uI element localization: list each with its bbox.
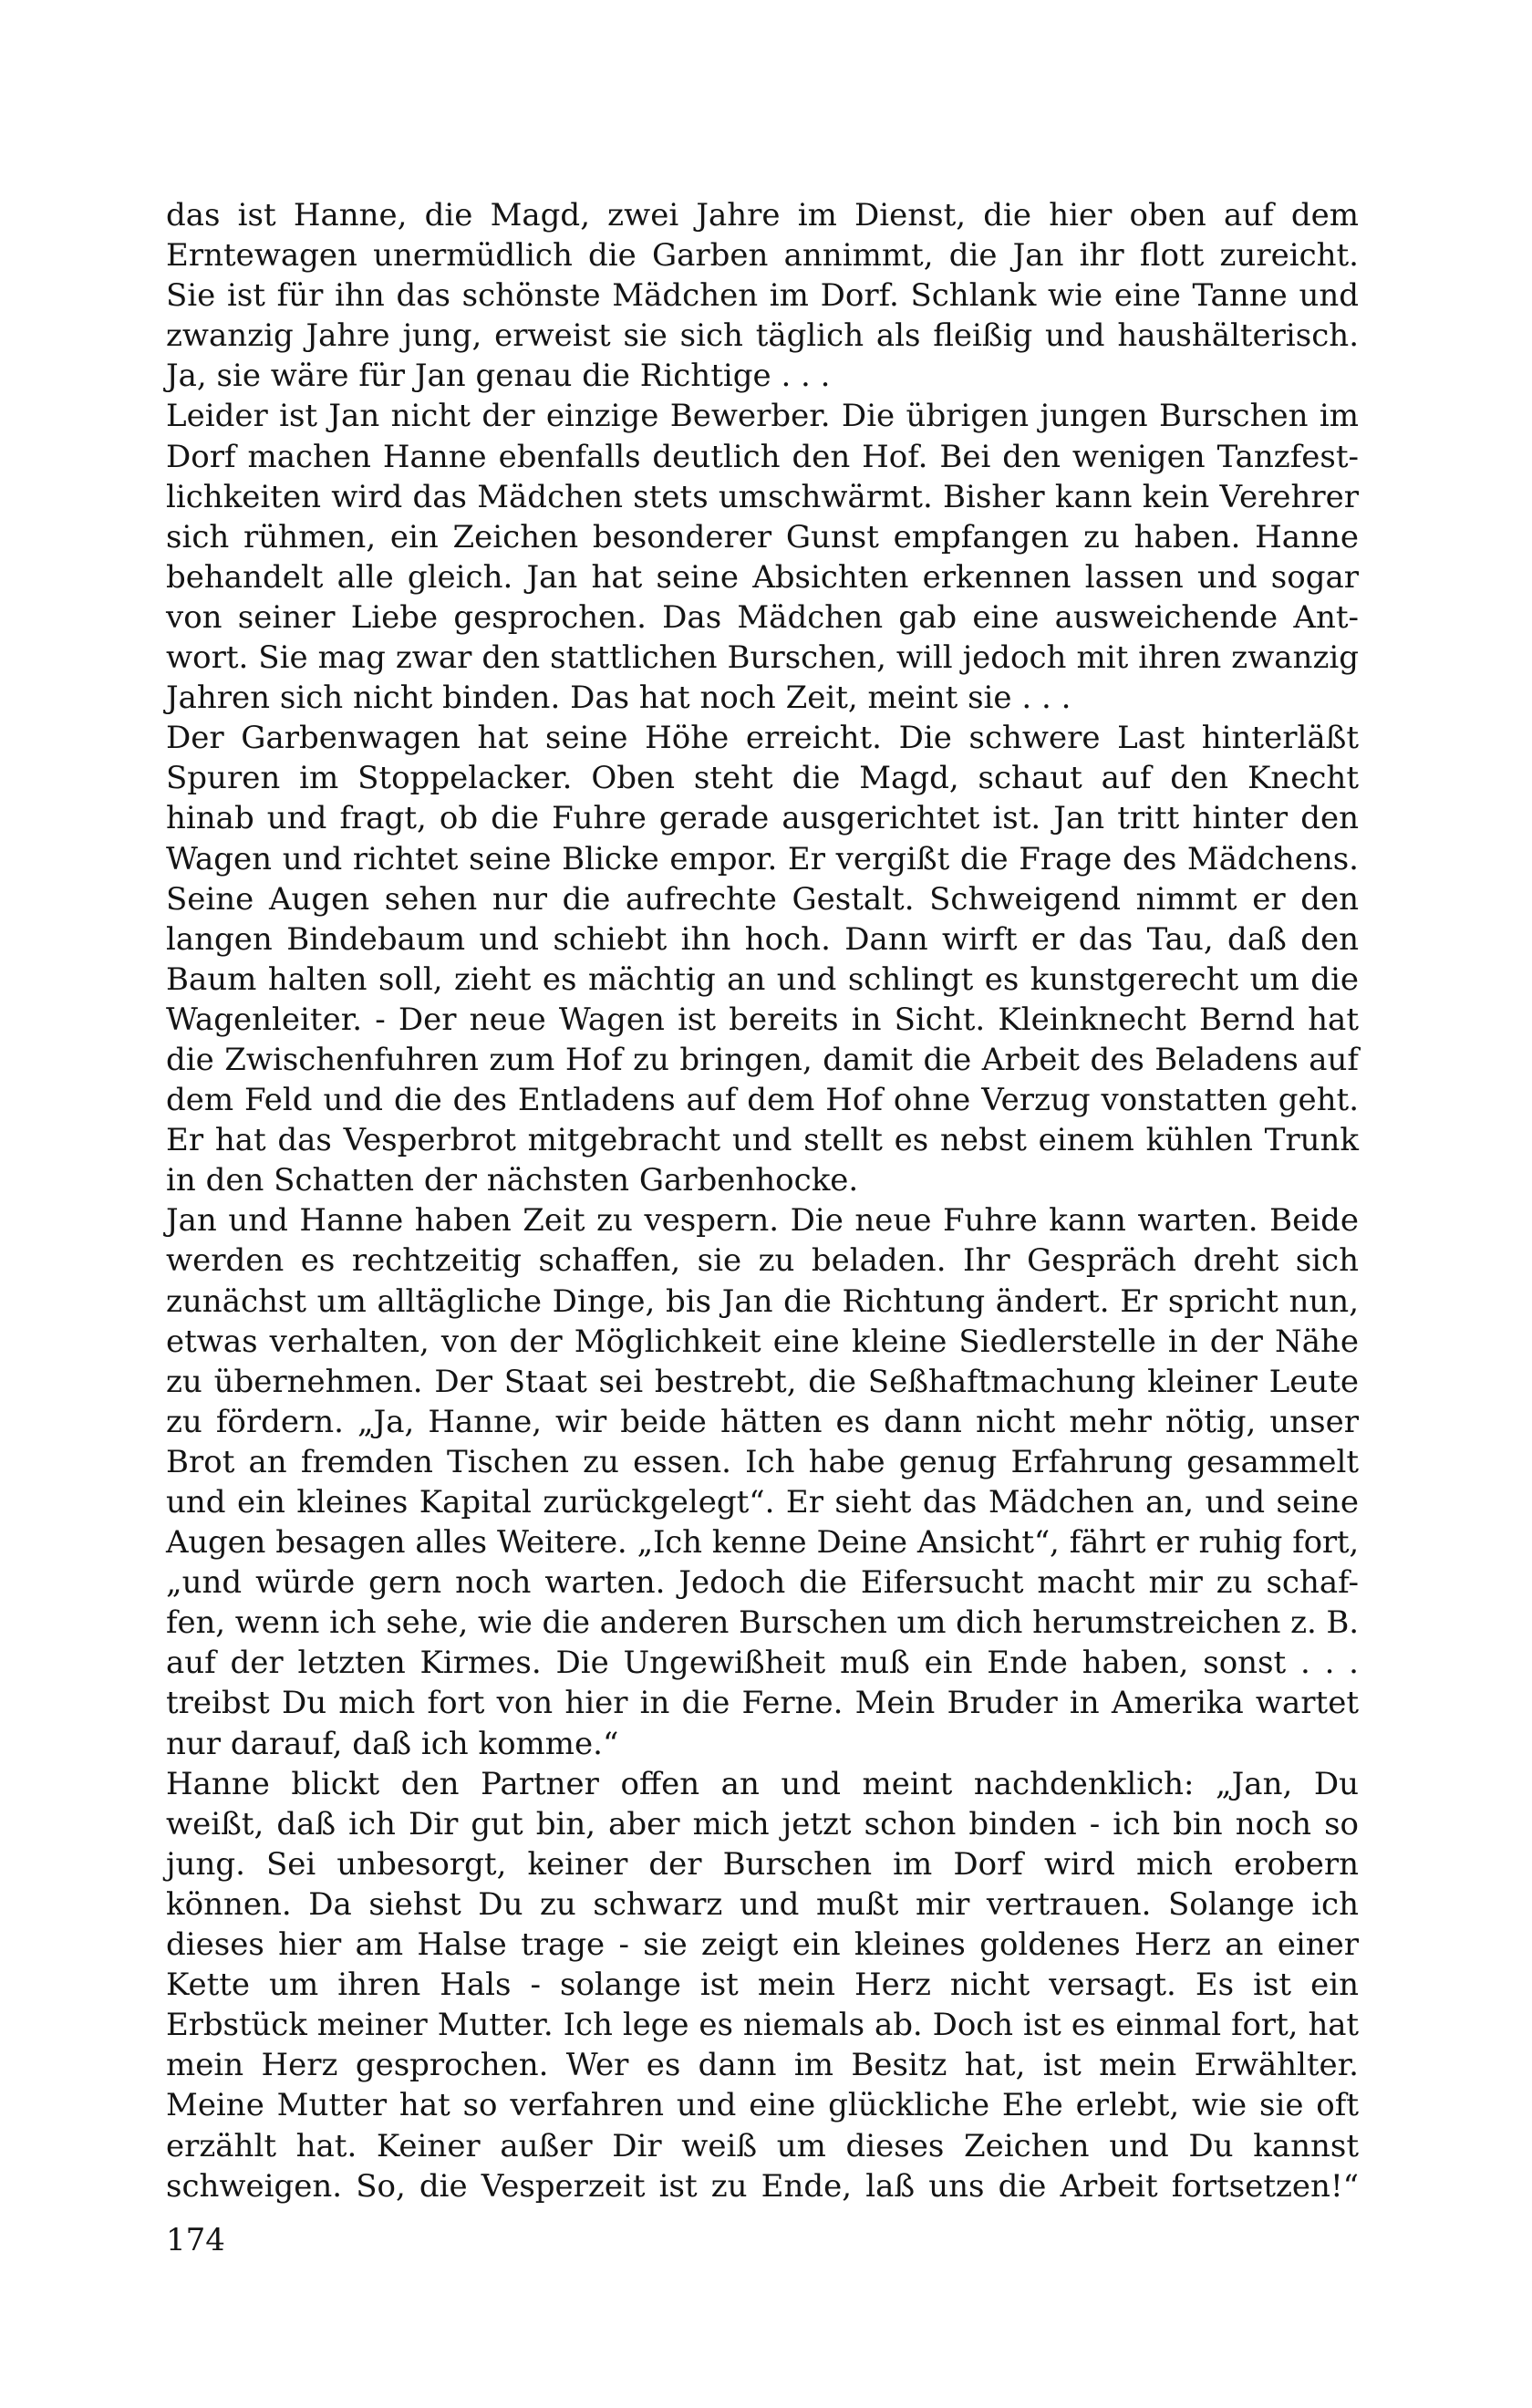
text-line: hinab und fragt, ob die Fuhre gerade ausgerichtet ist. Jan tritt hinter den [166,800,1359,837]
text-line: behandelt alle gleich. Jan hat seine Absichten erkennen lassen und sogar [166,558,1359,596]
text-line: etwas verhalten, von der Möglichkeit eine kleine Siedlerstelle in der Nähe [166,1323,1359,1360]
text-line: zu übernehmen. Der Staat sei bestrebt, die Seßhaftmachung kleiner Leute [166,1363,1359,1400]
text-line: sich rühmen, ein Zeichen besonderer Gunst empfangen zu haben. Hanne [166,518,1359,555]
page-number: 174 [166,2222,225,2258]
text-line: dieses hier am Halse trage - sie zeigt ein kleines goldenes Herz an einer [166,1926,1359,1964]
text-line: Spuren im Stoppelacker. Oben steht die Magd, schaut auf den Knecht [166,760,1359,797]
text-line: Meine Mutter hat so verfahren und eine glückliche Ehe erlebt, wie sie oft [166,2087,1359,2124]
text-line: jung. Sei unbesorgt, keiner der Burschen im Dorf wird mich erobern [166,1845,1359,1883]
text-line: zunächst um alltägliche Dinge, bis Jan die Richtung ändert. Er spricht nun, [166,1282,1359,1320]
text-line: von seiner Liebe gesprochen. Das Mädchen gab eine ausweichende Ant- [166,598,1359,636]
text-line: Der Garbenwagen hat seine Höhe erreicht. Die schwere Last hinterläßt [166,720,1359,757]
text-line: in den Schatten der nächsten Garbenhocke. [166,1162,859,1199]
body-text [166,195,1359,2206]
text-line: lichkeiten wird das Mädchen stets umschwärmt. Bisher kann kein Verehrer [166,478,1359,515]
text-line: Ja, sie wäre für Jan genau die Richtige . . . [166,358,831,395]
text-line: Baum halten soll, zieht es mächtig an und schlingt es kunstgerecht um die [166,960,1359,998]
text-line: Jan und Hanne haben Zeit zu vespern. Die neue Fuhre kann warten. Beide [166,1202,1359,1240]
text-line: dem Feld und die des Entladens auf dem Hof ohne Verzug vonstatten geht. [166,1082,1359,1119]
text-line: werden es rechtzeitig schaffen, sie zu beladen. Ihr Gespräch dreht sich [166,1242,1359,1280]
text-line: weißt, daß ich Dir gut bin, aber mich jetzt schon binden - ich bin noch so [166,1805,1359,1842]
text-line: zu fördern. „Ja, Hanne, wir beide hätten es dann nicht mehr nötig, unser [166,1403,1359,1440]
text-line: nur darauf, daß ich komme.“ [166,1725,619,1762]
text-line: Leider ist Jan nicht der einzige Bewerber. Die übrigen jungen Burschen im [166,398,1359,435]
text-line: Dorf machen Hanne ebenfalls deutlich den Hof. Bei den wenigen Tanzfest- [166,438,1359,475]
text-line: mein Herz gesprochen. Wer es dann im Besitz hat, ist mein Erwählter. [166,2047,1359,2084]
text-line: zwanzig Jahre jung, erweist sie sich täglich als fleißig und haushälterisch. [166,317,1359,355]
text-line: Brot an fremden Tischen zu essen. Ich habe genug Erfahrung gesammelt [166,1443,1359,1480]
text-line: Kette um ihren Hals - solange ist mein Herz nicht versagt. Es ist ein [166,1967,1359,2004]
text-line: Erntewagen unermüdlich die Garben annimmt, die Jan ihr flott zureicht. [166,237,1359,275]
text-line: Hanne blickt den Partner offen an und meint nachdenklich: „Jan, Du [166,1765,1359,1802]
text-line: Wagenleiter. - Der neue Wagen ist bereits in Sicht. Kleinknecht Bernd hat [166,1001,1359,1038]
text-line: „und würde gern noch warten. Jedoch die Eifersucht macht mir zu schaf- [166,1564,1359,1602]
text-line: erzählt hat. Keiner außer Dir weiß um dieses Zeichen und Du kannst [166,2127,1359,2164]
text-line: Erbstück meiner Mutter. Ich lege es niemals ab. Doch ist es einmal fort, hat [166,2007,1359,2044]
text-line: treibst Du mich fort von hier in die Ferne. Mein Bruder in Amerika wartet [166,1685,1359,1722]
text-line: wort. Sie mag zwar den stattlichen Burschen, will jedoch mit ihren zwanzig [166,639,1359,677]
text-line: schweigen. So, die Vesperzeit ist zu Ende, laß uns die Arbeit fortsetzen!“ [166,2167,1359,2205]
text-line: Jahren sich nicht binden. Das hat noch Zeit, meint sie . . . [166,680,1071,717]
text-line: Augen besagen alles Weitere. „Ich kenne Deine Ansicht“, fährt er ruhig fort, [166,1524,1359,1562]
text-line: das ist Hanne, die Magd, zwei Jahre im Dienst, die hier oben auf dem [166,197,1359,234]
text-line: können. Da siehst Du zu schwarz und mußt mir vertrauen. Solange ich [166,1885,1359,1923]
text-line: und ein kleines Kapital zurückgelegt“. Er sieht das Mädchen an, und seine [166,1484,1359,1521]
text-line: Er hat das Vesperbrot mitgebracht und stellt es nebst einem kühlen Trunk [166,1122,1359,1159]
text-line: Sie ist für ihn das schönste Mädchen im Dorf. Schlank wie eine Tanne und [166,277,1359,315]
text-line: fen, wenn ich sehe, wie die anderen Burschen um dich herumstreichen z. B. [166,1604,1359,1642]
text-line: die Zwischenfuhren zum Hof zu bringen, damit die Arbeit des Beladens auf [166,1041,1359,1078]
text-line: Seine Augen sehen nur die aufrechte Gestalt. Schweigend nimmt er den [166,880,1359,918]
text-line: langen Bindebaum und schiebt ihn hoch. Dann wirft er das Tau, daß den [166,920,1359,958]
text-line: auf der letzten Kirmes. Die Ungewißheit muß ein Ende haben, sonst . . . [166,1645,1359,1682]
text-line: Wagen und richtet seine Blicke empor. Er vergißt die Frage des Mädchens. [166,840,1359,877]
